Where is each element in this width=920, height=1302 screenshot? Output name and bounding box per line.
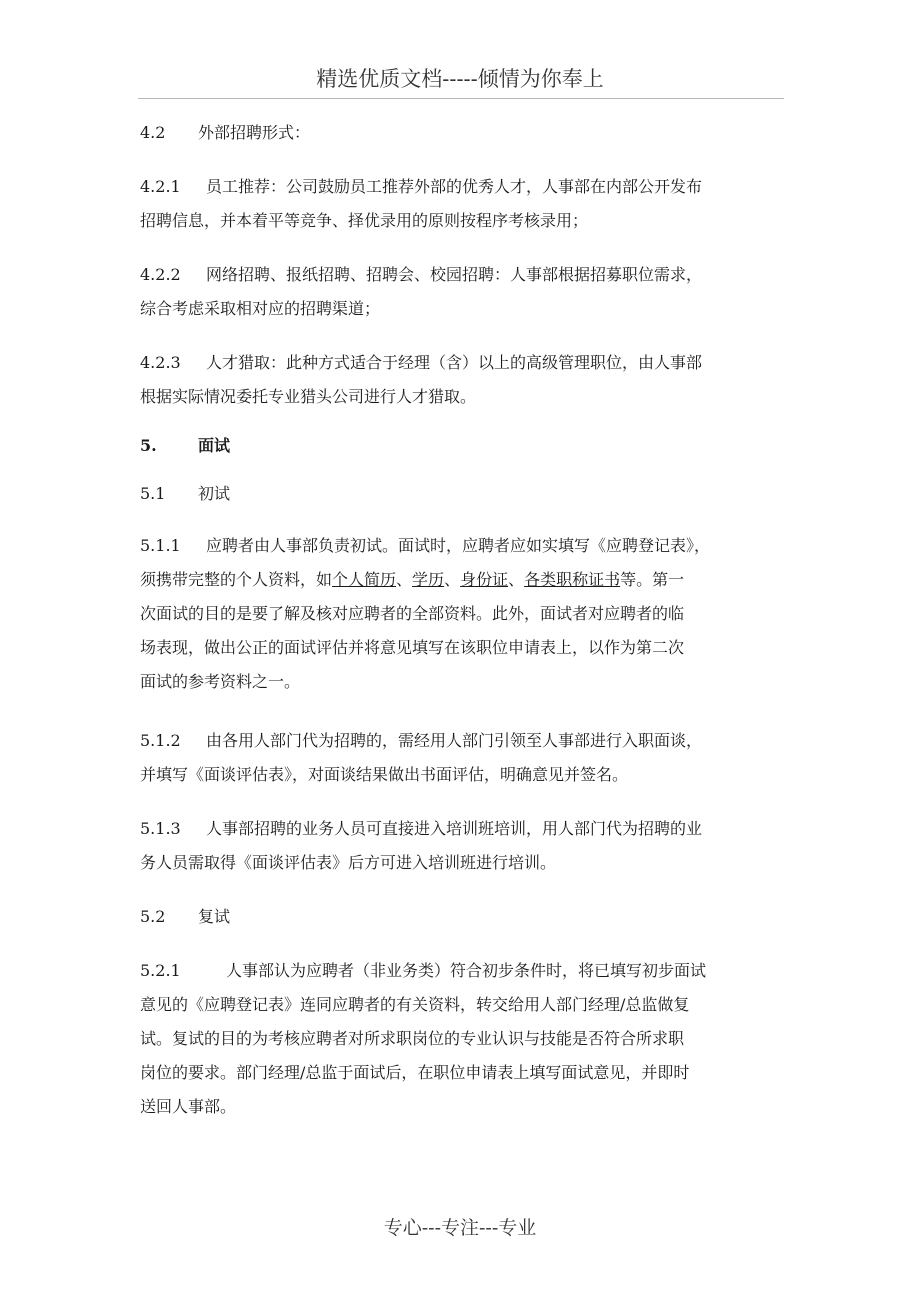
- section-title: 外部招聘形式：: [198, 123, 311, 142]
- clause-text: 等。第一: [620, 570, 685, 589]
- section-number: 4.2: [140, 123, 166, 142]
- section-title: 初试: [198, 484, 231, 503]
- clause-4-2-3-line1: [140, 353, 702, 373]
- clause-number: 5.1.3: [140, 819, 181, 838]
- clause-5-2-1-line2: 意见的《应聘登记表》连同应聘者的有关资料，转交给用人部门经理/总监做复: [140, 995, 690, 1014]
- section-number: 5.2: [140, 907, 166, 926]
- clause-5-2-1-line5: 送回人事部。: [140, 1097, 237, 1116]
- link-personal-resume[interactable]: 个人简历: [332, 570, 397, 589]
- clause-text: 人事部招聘的业务人员可直接进入培训班培训，用人部门代为招聘的业: [206, 819, 703, 838]
- link-education[interactable]: 学历: [412, 570, 445, 589]
- link-professional-certificates[interactable]: 各类职称证书: [524, 570, 621, 589]
- clause-5-2-1-line4: 岗位的要求。部门经理/总监于面试后，在职位申请表上填写面试意见，并即时: [140, 1063, 690, 1082]
- clause-text: 人事部认为应聘者（非业务类）符合初步条件时，将已填写初步面试: [226, 961, 707, 980]
- clause-5-1-1-line1: [140, 536, 710, 556]
- clause-number: 4.2.1: [140, 177, 181, 196]
- clause-number: 4.2.2: [140, 265, 181, 284]
- section-5-2-heading: [140, 907, 230, 927]
- clause-text: 由各用人部门代为招聘的，需经用人部门引领至人事部进行入职面谈，: [206, 731, 703, 750]
- clause-number: 5.1.1: [140, 536, 181, 555]
- clause-5-1-1-line2: [140, 570, 684, 590]
- clause-text: 网络招聘、报纸招聘、招聘会、校园招聘：人事部根据招募职位需求，: [206, 265, 703, 284]
- clause-text: 应聘者由人事部负责初试。面试时，应聘者应如实填写《应聘登记表》，: [206, 536, 711, 555]
- section-number: 5.: [140, 436, 157, 455]
- separator: 、: [396, 570, 413, 589]
- header-divider: [138, 98, 784, 99]
- clause-4-2-1-line1: [140, 177, 702, 197]
- clause-5-1-2-line1: [140, 731, 702, 751]
- clause-4-2-1-line2: 招聘信息，并本着平等竞争、择优录用的原则按程序考核录用；: [140, 211, 589, 230]
- section-title: 面试: [198, 436, 231, 455]
- clause-5-1-1-line4: 场表现，做出公正的面试评估并将意见填写在该职位申请表上，以作为第二次: [140, 638, 685, 657]
- section-number: 5.1: [140, 484, 166, 503]
- separator: 、: [508, 570, 525, 589]
- separator: 、: [444, 570, 461, 589]
- clause-5-1-1-line5: 面试的参考资料之一。: [140, 672, 301, 691]
- clause-4-2-2-line1: [140, 265, 702, 285]
- section-5-heading: [140, 436, 230, 456]
- clause-4-2-2-line2: 综合考虑采取相对应的招聘渠道；: [140, 299, 381, 318]
- clause-5-1-2-line2: 并填写《面谈评估表》，对面谈结果做出书面评估，明确意见并签名。: [140, 765, 629, 784]
- clause-text: 须携带完整的个人资料，如: [140, 570, 333, 589]
- clause-text: 人才猎取：此种方式适合于经理（含）以上的高级管理职位，由人事部: [206, 353, 703, 372]
- page-footer: 专心---专注---专业: [383, 1217, 537, 1239]
- clause-4-2-3-line2: 根据实际情况委托专业猎头公司进行人才猎取。: [140, 387, 477, 406]
- section-5-1-heading: [140, 484, 230, 504]
- clause-text: 员工推荐：公司鼓励员工推荐外部的优秀人才，人事部在内部公开发布: [206, 177, 703, 196]
- clause-5-1-3-line1: [140, 819, 702, 839]
- clause-5-2-1-line1: [140, 961, 706, 981]
- clause-number: 5.1.2: [140, 731, 181, 750]
- link-id-card[interactable]: 身份证: [460, 570, 509, 589]
- clause-5-2-1-line3: 试。复试的目的为考核应聘者对所求职岗位的专业认识与技能是否符合所求职: [140, 1029, 685, 1048]
- section-4-2-heading: [140, 123, 310, 143]
- clause-number: 5.2.1: [140, 961, 181, 980]
- clause-number: 4.2.3: [140, 353, 181, 372]
- clause-5-1-3-line2: 务人员需取得《面谈评估表》后方可进入培训班进行培训。: [140, 853, 557, 872]
- page-header: 精选优质文档-----倾情为你奉上: [316, 67, 604, 91]
- clause-5-1-1-line3: 次面试的目的是要了解及核对应聘者的全部资料。此外，面试者对应聘者的临: [140, 604, 685, 623]
- section-title: 复试: [198, 907, 231, 926]
